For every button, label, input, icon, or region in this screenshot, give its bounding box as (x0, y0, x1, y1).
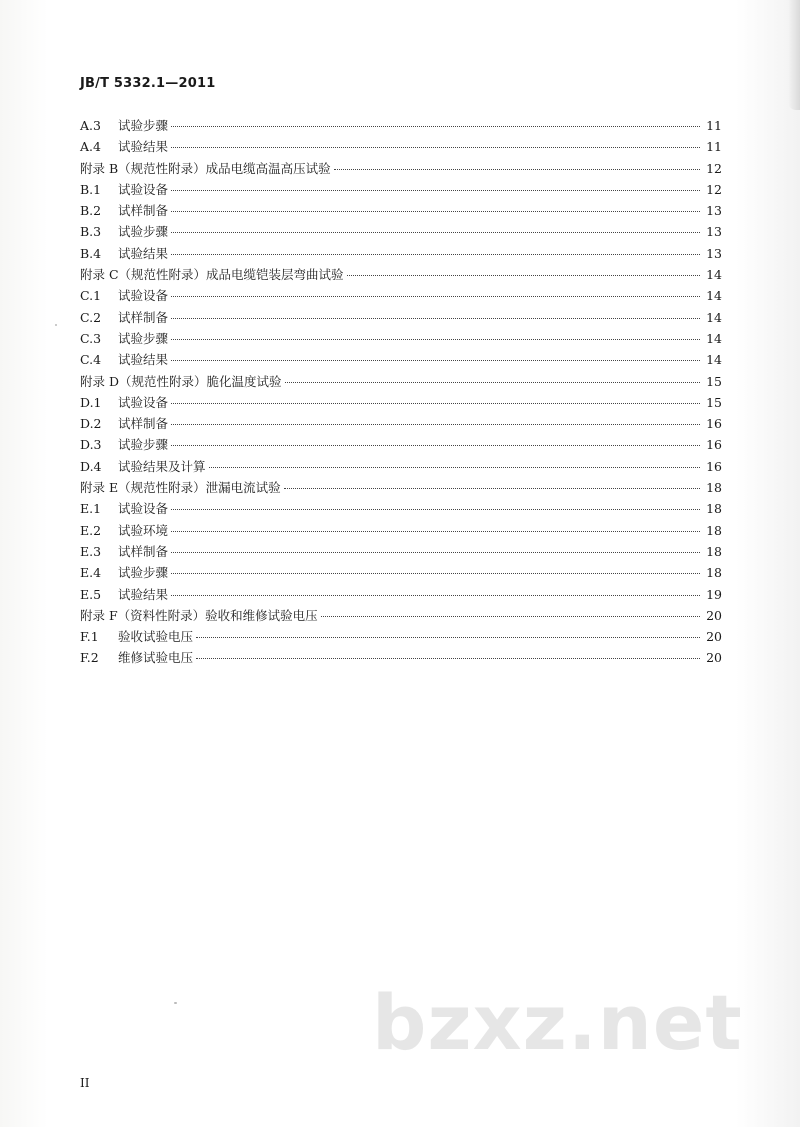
toc-dot-leader (171, 147, 700, 148)
toc-entry-number: F.2 (80, 650, 99, 666)
toc-dot-leader (171, 509, 700, 510)
toc-entry-number: B.3 (80, 224, 102, 240)
toc-entry-title: 试验设备 (118, 288, 169, 304)
toc-entry-number: E.3 (80, 543, 102, 559)
toc-appendix-entry[interactable] (80, 605, 722, 626)
toc-entry-title: 试验设备 (118, 394, 169, 410)
toc-entry-title: 试样制备 (118, 416, 169, 432)
toc-entry[interactable] (80, 562, 722, 583)
toc-entry-title: 附录 C（规范性附录）成品电缆铠装层弯曲试验 (80, 267, 344, 283)
toc-entry-number: E.2 (80, 522, 102, 538)
toc-entry[interactable] (80, 115, 722, 136)
scan-speck (55, 324, 57, 326)
toc-entry-page: 15 (706, 373, 722, 389)
toc-entry-number: C.2 (80, 309, 102, 325)
watermark: bzxz.net (372, 978, 743, 1067)
toc-entry-number: C.4 (80, 352, 102, 368)
toc-dot-leader (347, 275, 700, 276)
toc-entry-title: 维修试验电压 (118, 650, 194, 666)
toc-entry-title: 验收试验电压 (118, 629, 194, 645)
toc-entry-page: 20 (706, 607, 722, 623)
toc-entry-number: B.1 (80, 181, 102, 197)
scan-speck (174, 1002, 177, 1004)
toc-entry-page: 14 (706, 288, 722, 304)
toc-entry-title: 试样制备 (118, 203, 169, 219)
toc-entry-title: 试验步骤 (118, 330, 169, 346)
toc-entry-number: E.5 (80, 586, 102, 602)
toc-dot-leader (171, 573, 700, 574)
toc-dot-leader (285, 382, 701, 383)
toc-entry-title: 试样制备 (118, 309, 169, 325)
toc-entry-page: 15 (706, 394, 722, 410)
toc-dot-leader (171, 595, 700, 596)
toc-entry-title: 附录 B（规范性附录）成品电缆高温高压试验 (80, 160, 331, 176)
toc-entry-title: 试验设备 (118, 181, 169, 197)
toc-entry[interactable] (80, 520, 722, 541)
toc-dot-leader (196, 637, 700, 638)
toc-entry[interactable] (80, 200, 722, 221)
toc-entry-page: 14 (706, 352, 722, 368)
toc-entry[interactable] (80, 498, 722, 519)
toc-entry-number: D.3 (80, 437, 102, 453)
toc-entry[interactable] (80, 328, 722, 349)
toc-entry-page: 11 (706, 118, 722, 133)
toc-entry-title: 试样制备 (118, 543, 169, 559)
toc-entry[interactable] (80, 179, 722, 200)
toc-entry-number: C.1 (80, 288, 102, 304)
toc-entry-title: 试验步骤 (118, 224, 169, 240)
toc-entry-page: 16 (706, 458, 722, 474)
toc-entry-number: E.4 (80, 565, 102, 581)
toc-entry[interactable] (80, 285, 722, 306)
toc-dot-leader (171, 254, 700, 255)
toc-entry-number: D.4 (80, 458, 102, 474)
toc-entry-page: 13 (706, 224, 722, 240)
toc-dot-leader (171, 126, 700, 127)
toc-entry-page: 11 (706, 139, 722, 155)
toc-entry-number: C.3 (80, 330, 102, 346)
toc-entry-page: 14 (706, 309, 722, 325)
toc-entry-title: 试验结果及计算 (118, 458, 206, 474)
toc-entry[interactable] (80, 392, 722, 413)
toc-dot-leader (171, 552, 700, 553)
toc-dot-leader (171, 445, 700, 446)
toc-entry-page: 20 (706, 629, 722, 645)
toc-entry-title: 试验结果 (118, 245, 169, 261)
toc-entry-title: 试验步骤 (118, 118, 169, 133)
toc-entry[interactable] (80, 413, 722, 434)
page-edge-shadow (788, 0, 800, 110)
toc-dot-leader (171, 360, 700, 361)
toc-entry-title: 附录 E（规范性附录）泄漏电流试验 (80, 480, 281, 496)
toc-entry-page: 14 (706, 330, 722, 346)
toc-entry-page: 13 (706, 245, 722, 261)
toc-entry[interactable] (80, 456, 722, 477)
toc-entry-title: 试验步骤 (118, 437, 169, 453)
toc-entry-title: 试验结果 (118, 586, 169, 602)
toc-entry-page: 12 (706, 181, 722, 197)
toc-entry-page: 14 (706, 267, 722, 283)
toc-entry-number: B.2 (80, 203, 102, 219)
toc-entry-title: 试验步骤 (118, 565, 169, 581)
toc-dot-leader (171, 531, 700, 532)
toc-appendix-entry[interactable] (80, 477, 722, 498)
toc-entry-page: 16 (706, 416, 722, 432)
standard-code-header: JB/T 5332.1—2011 (80, 76, 216, 91)
toc-entry-title: 附录 D（规范性附录）脆化温度试验 (80, 373, 282, 389)
toc-dot-leader (171, 296, 700, 297)
toc-entry[interactable] (80, 626, 722, 647)
toc-dot-leader (196, 658, 700, 659)
toc-entry[interactable] (80, 136, 722, 157)
toc-entry-page: 16 (706, 437, 722, 453)
toc-entry-page: 13 (706, 203, 722, 219)
page-number: II (80, 1076, 90, 1090)
toc-dot-leader (171, 339, 700, 340)
toc-entry-number: A.3 (80, 118, 101, 133)
toc-entry-number: F.1 (80, 629, 99, 645)
toc-entry-number: A.4 (80, 139, 101, 155)
toc-entry[interactable] (80, 541, 722, 562)
toc-dot-leader (321, 616, 700, 617)
toc-dot-leader (171, 190, 700, 191)
toc-entry-page: 18 (706, 543, 722, 559)
toc-dot-leader (334, 169, 700, 170)
toc-entry-title: 试验结果 (118, 352, 169, 368)
toc-entry[interactable] (80, 584, 722, 605)
toc-entry[interactable] (80, 221, 722, 242)
toc-entry-title: 试验环境 (118, 522, 169, 538)
toc-dot-leader (284, 488, 700, 489)
toc-entry-number: D.2 (80, 416, 102, 432)
toc-dot-leader (171, 424, 700, 425)
toc-entry[interactable] (80, 647, 722, 668)
toc-entry[interactable] (80, 434, 722, 455)
toc-entry-page: 18 (706, 565, 722, 581)
toc-entry[interactable] (80, 349, 722, 370)
toc-dot-leader (171, 232, 700, 233)
toc-appendix-entry[interactable] (80, 158, 722, 179)
toc-entry-number: E.1 (80, 501, 102, 517)
table-of-contents (80, 115, 722, 669)
toc-dot-leader (209, 467, 700, 468)
toc-dot-leader (171, 403, 700, 404)
toc-entry-page: 18 (706, 501, 722, 517)
toc-entry-page: 18 (706, 480, 722, 496)
toc-entry-page: 12 (706, 160, 722, 176)
toc-entry-title: 试验结果 (118, 139, 169, 155)
toc-entry-page: 19 (706, 586, 722, 602)
toc-entry-title: 试验设备 (118, 501, 169, 517)
toc-appendix-entry[interactable] (80, 264, 722, 285)
toc-entry-page: 20 (706, 650, 722, 666)
toc-entry-page: 18 (706, 522, 722, 538)
toc-entry-title: 附录 F（资料性附录）验收和维修试验电压 (80, 607, 318, 623)
toc-appendix-entry[interactable] (80, 371, 722, 392)
toc-entry[interactable] (80, 243, 722, 264)
toc-dot-leader (171, 211, 700, 212)
toc-entry-number: B.4 (80, 245, 102, 261)
toc-dot-leader (171, 318, 700, 319)
toc-entry-number: D.1 (80, 394, 102, 410)
toc-entry[interactable] (80, 307, 722, 328)
